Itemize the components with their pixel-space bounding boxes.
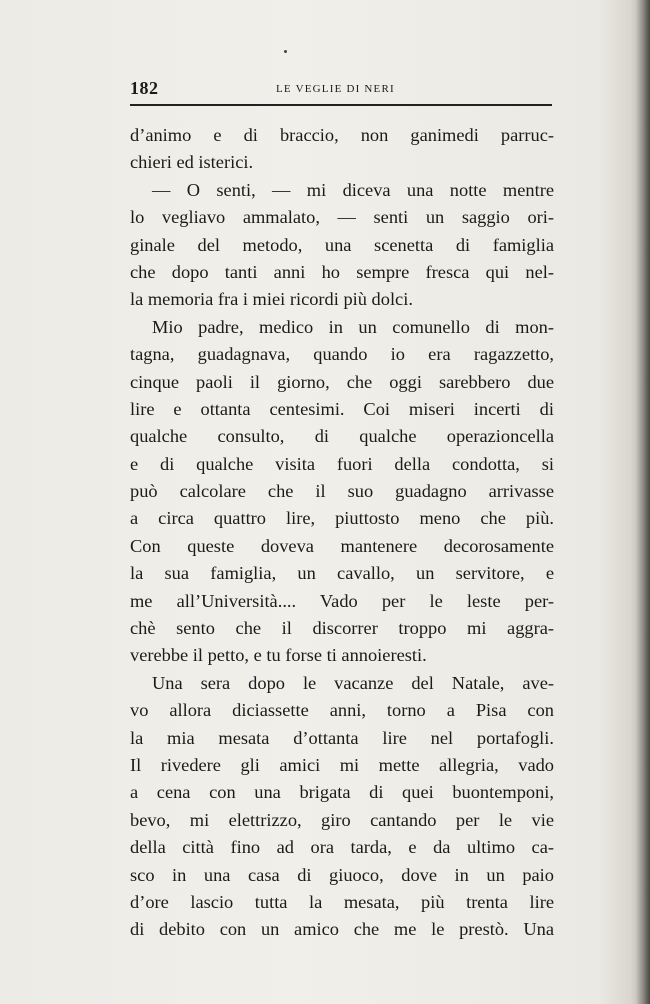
text-line: verebbe il petto, e tu forse ti annoieresti. [130, 645, 427, 666]
print-speck [284, 50, 287, 53]
text-line: della città fino ad ora tarda, e da ultimo ca- [130, 837, 554, 858]
text-line: a circa quattro lire, piuttosto meno che più. [130, 508, 554, 529]
text-line: e di qualche visita fuori della condotta, si [130, 453, 554, 474]
text-line: Il rivedere gli amici mi mette allegria, vado [130, 754, 554, 775]
text-line: di debito con un amico che me le prestò. Una [130, 919, 554, 940]
text-line: bevo, mi elettrizzo, giro cantando per le vie [130, 809, 554, 830]
text-line: ginale del metodo, una scenetta di famiglia [130, 234, 554, 255]
text-line: Con queste doveva mantenere decorosamente [130, 535, 554, 556]
page-number: 182 [130, 78, 159, 98]
text-line: qualche consulto, di qualche operazioncella [130, 426, 554, 447]
text-line: chè sento che il discorrer troppo mi aggra- [130, 618, 554, 639]
text-line: d’ore lascio tutta la mesata, più trenta lire [130, 891, 554, 912]
text-line: cinque paoli il giorno, che oggi sarebbero due [130, 371, 554, 392]
text-line: Una sera dopo le vacanze del Natale, ave- [152, 672, 554, 693]
text-line: che dopo tanti anni ho sempre fresca qui nel- [130, 261, 554, 282]
text-line: lo vegliavo ammalato, — senti un saggio ori- [130, 207, 554, 228]
header-rule [130, 104, 552, 106]
running-title: LE VEGLIE DI NERI [276, 83, 395, 95]
text-line: la sua famiglia, un cavallo, un servitore, e [130, 563, 554, 584]
text-line: tagna, guadagnava, quando io era ragazzetto, [130, 344, 554, 365]
text-line: la memoria fra i miei ricordi più dolci. [130, 289, 413, 310]
text-line: può calcolare che il suo guadagno arrivasse [130, 481, 554, 502]
text-line: a cena con una brigata di quei buontemponi, [130, 782, 554, 803]
text-line: d’animo e di braccio, non ganimedi parruc- [130, 125, 554, 145]
text-line: me all’Università.... Vado per le leste per- [130, 590, 554, 611]
text-line: la mia mesata d’ottanta lire nel portafogli. [130, 727, 554, 748]
page-edge-shadow [636, 0, 650, 1004]
text-line: lire e ottanta centesimi. Coi miseri incerti di [130, 398, 554, 419]
text-line: vo allora diciassette anni, torno a Pisa con [130, 700, 554, 721]
text-line: chieri ed isterici. [130, 152, 254, 173]
running-header [130, 72, 550, 102]
text-line: Mio padre, medico in un comunello di mon- [152, 316, 554, 337]
text-line: — O senti, — mi diceva una notte mentre [152, 179, 554, 200]
body-text [130, 122, 554, 944]
text-line: sco in una casa di giuoco, dove in un paio [130, 864, 554, 885]
